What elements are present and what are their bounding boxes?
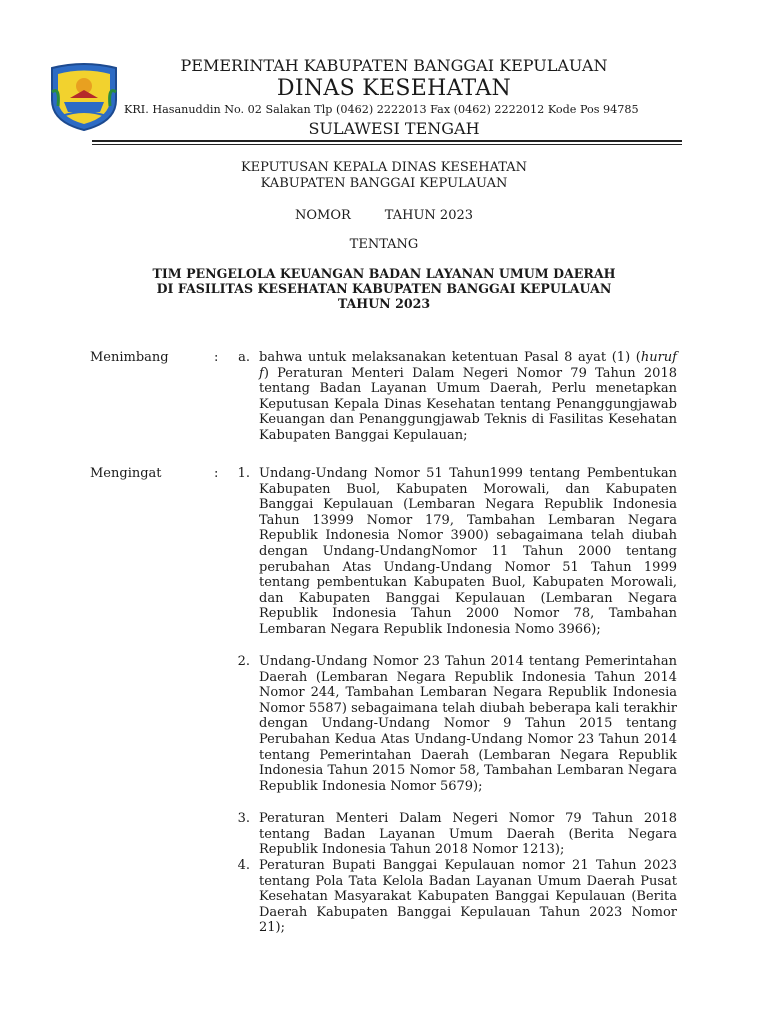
mengingat-item-3-marker: 3. xyxy=(237,811,250,826)
mengingat-item-2-text: Undang-Undang Nomor 23 Tahun 2014 tentang Pemerintahan Daerah (Lembaran Negara Republik Indonesia Tahun 2014 Nomor 244, Tambahan Lembaran Negara Republik Indonesia Nomor 5587) sebagaimana telah diubah beberapa kali terakhir dengan Undang-Undang Nomor 9 Tahun 2015 tentang Perubahan Kedua Atas Undang-Undang Nomor 23 Tahun 2014 tentang Pemerintahan Daerah (Lembaran Negara Republik Indonesia Tahun 2015 Nomor 58, Tambahan Lembaran Negara Republik Indonesia Nomor 5679); xyxy=(259,654,677,794)
mengingat-item-1-marker: 1. xyxy=(237,466,250,481)
mengingat-item-4-text: Peraturan Bupati Banggai Kepulauan nomor 21 Tahun 2023 tentang Pola Tata Kelola Badan Layanan Umum Daerah Pusat Kesehatan Masyarakat Kabupaten Banggai Kepulauan (Berita Daerah Kabupaten Banggai Kepulauan Tahun 2023 Nomor 21); xyxy=(259,858,677,936)
decree-year: TAHUN 2023 xyxy=(384,208,474,223)
decree-subject-line1: TIM PENGELOLA KEUANGAN BADAN LAYANAN UMUM DAERAH xyxy=(152,266,616,281)
mengingat-item-2-marker: 2. xyxy=(237,654,250,669)
letterhead-government: PEMERINTAH KABUPATEN BANGGAI KEPULAUAN xyxy=(180,56,608,75)
decree-subject-line2: DI FASILITAS KESEHATAN KABUPATEN BANGGAI KEPULAUAN xyxy=(156,281,612,296)
menimbang-text-part1: bahwa untuk melaksanakan ketentuan Pasal 8 ayat (1) ( xyxy=(259,350,641,365)
decree-about-label: TENTANG xyxy=(349,237,419,252)
mengingat-item-4-marker: 4. xyxy=(237,858,250,873)
mengingat-item-3-text: Peraturan Menteri Dalam Negeri Nomor 79 Tahun 2018 tentang Badan Layanan Umum Daerah (Berita Negara Republik Indonesia Tahun 2018 Nomor 1213); xyxy=(259,811,677,858)
mengingat-colon: : xyxy=(214,466,219,481)
decree-subject-line3: TAHUN 2023 xyxy=(337,296,431,311)
decree-heading xyxy=(0,160,768,192)
decree-heading-line1: KEPUTUSAN KEPALA DINAS KESEHATAN xyxy=(240,160,528,175)
menimbang-marker: a. xyxy=(238,350,250,365)
decree-number xyxy=(0,208,768,224)
decree-heading-line2: KABUPATEN BANGGAI KEPULAUAN xyxy=(260,176,508,191)
letterhead-address: KRI. Hasanuddin No. 02 Salakan Tlp (0462) 2222013 Fax (0462) 2222012 Kode Pos 94785 xyxy=(124,103,639,116)
decree-number-label: NOMOR xyxy=(294,208,351,223)
menimbang-label: Menimbang xyxy=(90,350,169,365)
letterhead-province: SULAWESI TENGAH xyxy=(308,119,480,138)
letterhead-agency: DINAS KESEHATAN xyxy=(276,76,512,101)
decree-subject xyxy=(0,266,768,311)
menimbang-text xyxy=(259,350,677,444)
menimbang-text-part2: ) Peraturan Menteri Dalam Negeri Nomor 79 Tahun 2018 tentang Badan Layanan Umum Daerah, Perlu menetapkan Keputusan Kepala Dinas Kesehatan tentang Penanggungjawab Keuangan dan Penanggungjawab Teknis di Fasilitas Kesehatan Kabupaten Banggai Kepulauan; xyxy=(259,365,677,443)
mengingat-item-1-text: Undang-Undang Nomor 51 Tahun1999 tentang Pembentukan Kabupaten Buol, Kabupaten Morowali, dan Kabupaten Banggai Kepulauan (Lembaran Negara Republik Indonesia Tahun 13999 Nomor 179, Tambahan Lembaran Negara Republik Indonesia Nomor 3900) sebagaimana telah diubah dengan Undang-UndangNomor 11 Tahun 2000 tentang perubahan Atas Undang-Undang Nomor 51 Tahun 1999 tentang pembentukan Kabupaten Buol, Kabupaten Morowali, dan Kabupaten Banggai Kepulauan (Lembaran Negara Republik Indonesia Tahun 2000 Nomor 78, Tambahan Lembaran Negara Republik Indonesia Nomo 3966); xyxy=(259,466,677,637)
letterhead-rule-thick xyxy=(92,140,682,142)
menimbang-text-italic: huruf f xyxy=(259,350,677,381)
letterhead xyxy=(0,56,768,140)
mengingat-label: Mengingat xyxy=(90,466,162,481)
menimbang-colon: : xyxy=(214,350,219,365)
letterhead-rule-thin xyxy=(92,144,682,145)
